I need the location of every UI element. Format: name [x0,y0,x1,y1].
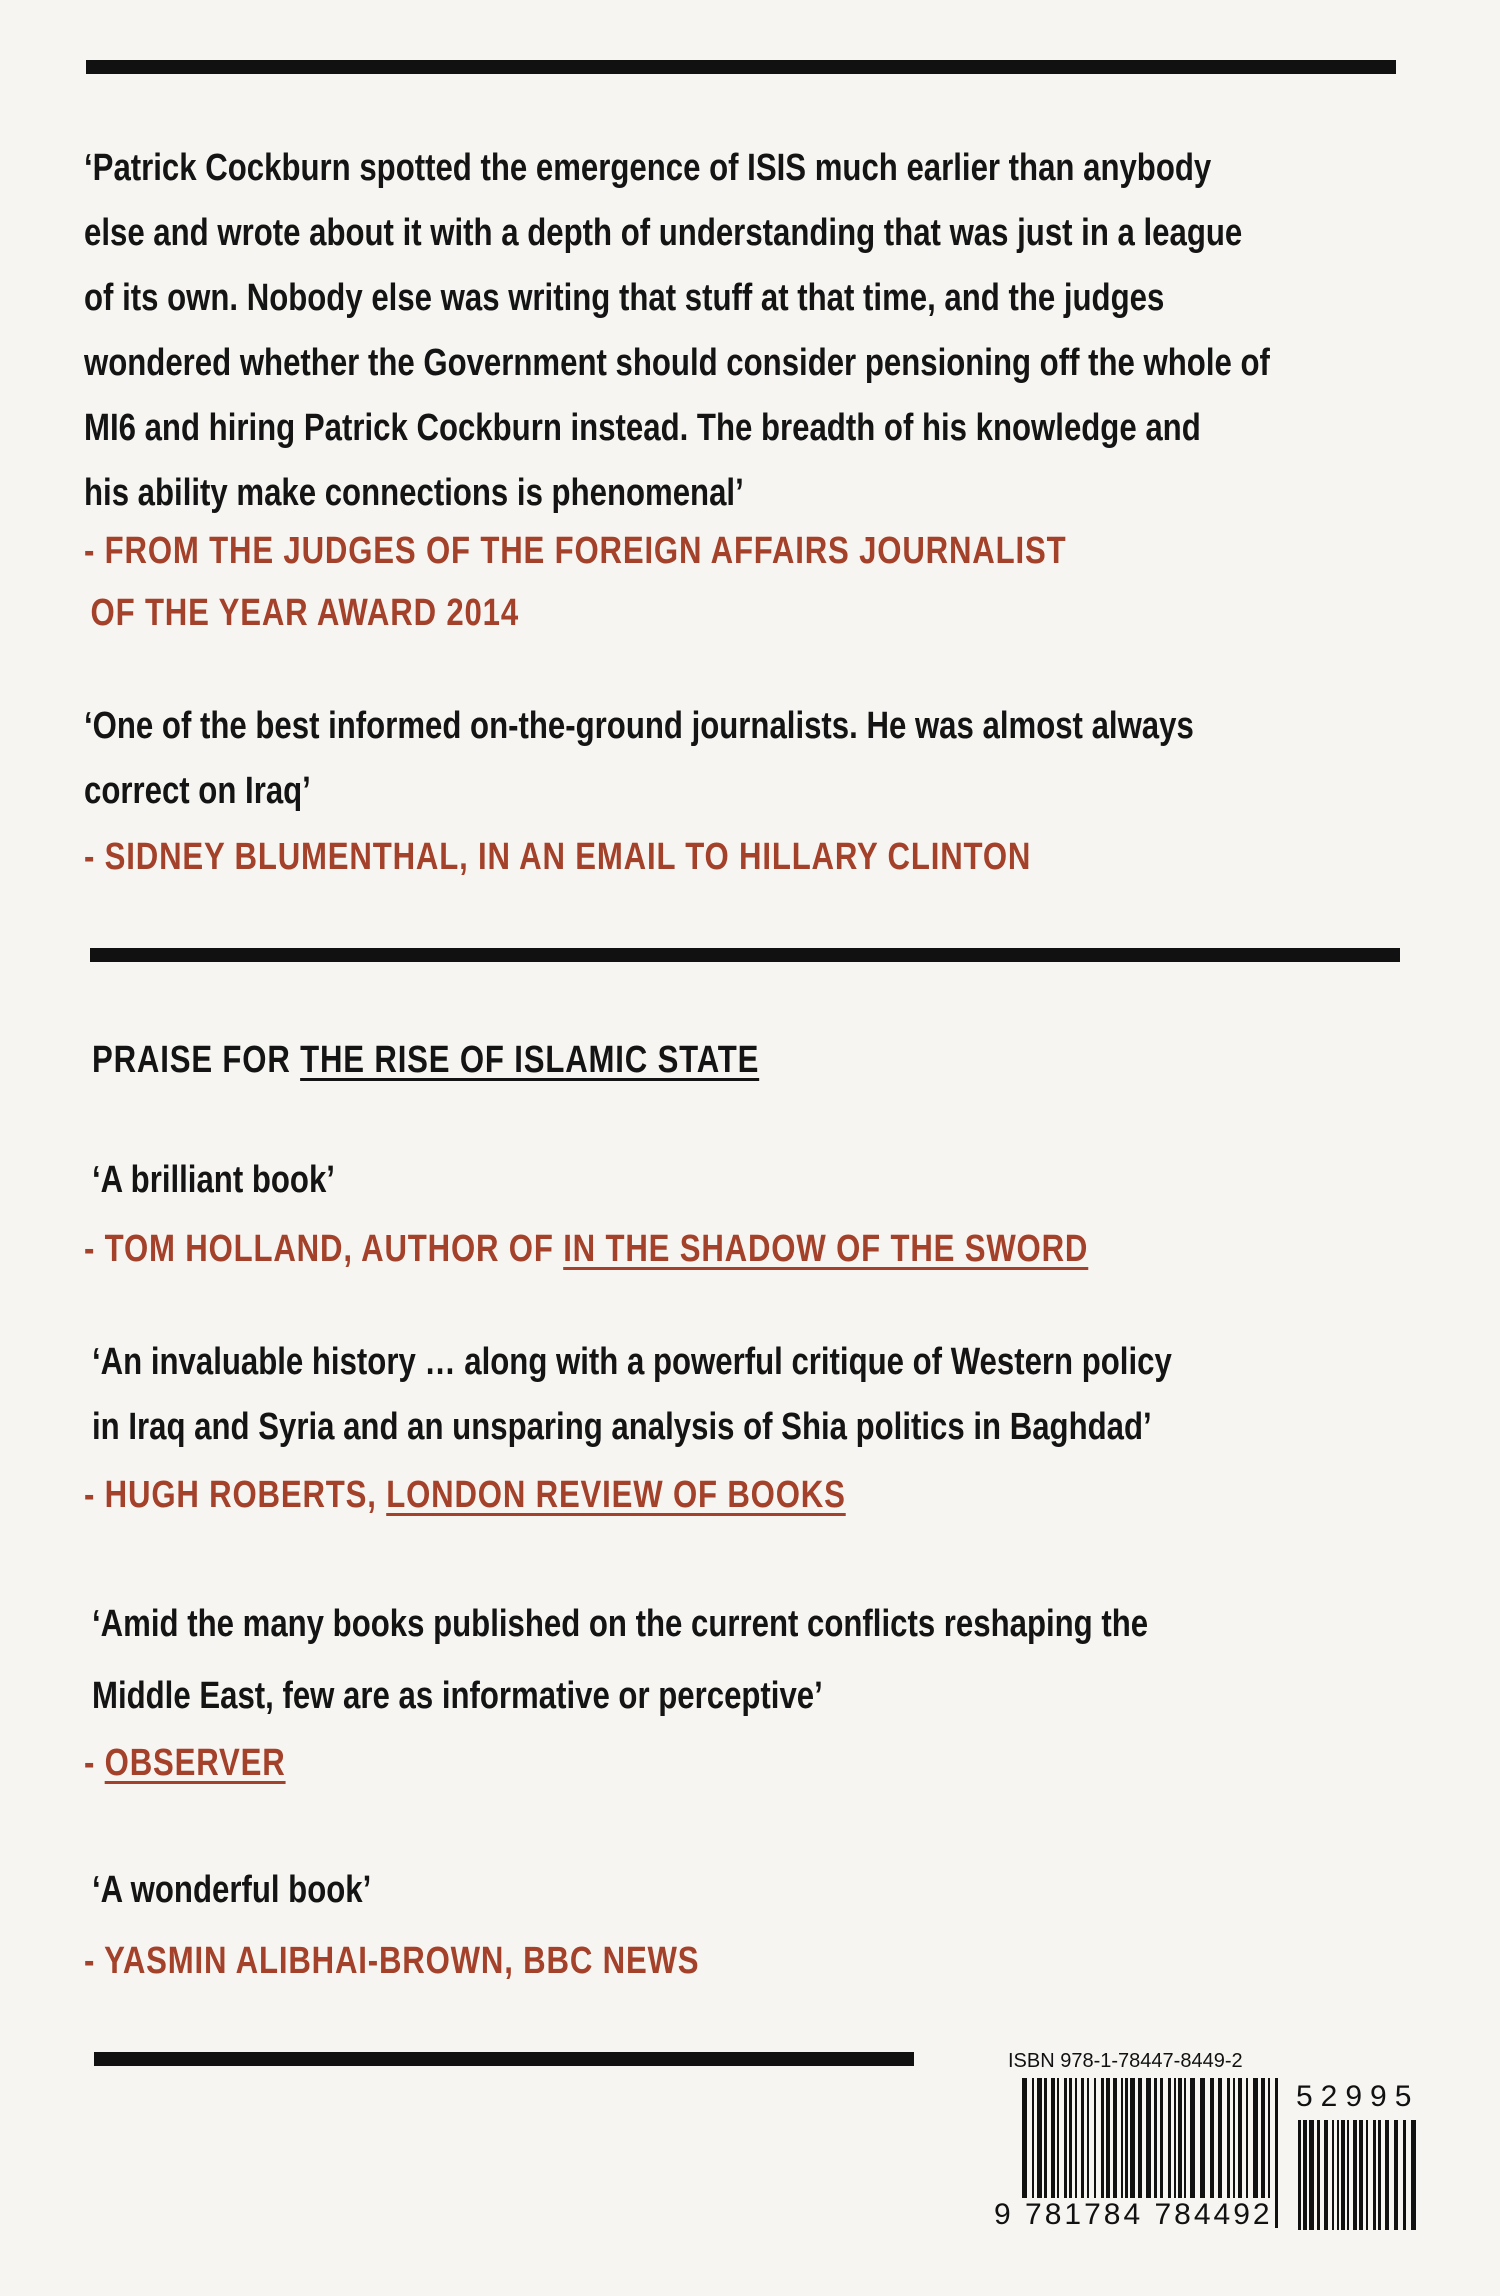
quote-line: wondered whether the Government should consider pensioning off the whole of [84,342,1270,384]
attribution-blumenthal [84,826,1424,888]
quote-line: of its own. Nobody else was writing that stuff at that time, and the judges [84,277,1165,319]
middle-divider [90,948,1400,962]
barcode-bar [1303,2120,1307,2230]
bottom-divider [94,2052,914,2066]
barcode-bar [1403,2120,1406,2230]
quote-line: MI6 and hiring Patrick Cockburn instead. The breadth of his knowledge and [84,407,1201,449]
quote-line: ‘One of the best informed on-the-ground journalists. He was almost always [84,705,1194,747]
barcode-bar [1324,2120,1328,2230]
quote-roberts [92,1330,1432,1460]
barcode-bar [1385,2120,1389,2230]
attribution-line: - SIDNEY BLUMENTHAL, IN AN EMAIL TO HILLARY CLINTON [84,836,1032,878]
barcode-bar [1347,2120,1349,2230]
isbn-label: ISBN 978-1-78447-8449-2 [1008,2050,1243,2072]
barcode-bar [1411,2120,1416,2230]
barcode-bar [1309,2120,1314,2230]
attribution-title: IN THE SHADOW OF THE SWORD [563,1228,1089,1270]
barcode-bar [1298,2120,1301,2230]
price-code: 52995 [1296,2080,1420,2113]
quote-line: else and wrote about it with a depth of understanding that was just in a league [84,212,1243,254]
quote-blumenthal [84,694,1424,824]
barcode-bar [1341,2120,1345,2230]
barcode-bar [1378,2120,1381,2230]
book-title: THE RISE OF ISLAMIC STATE [300,1039,760,1081]
barcode-bar [1332,2120,1334,2230]
quote-observer [92,1588,1432,1732]
quote-line: in Iraq and Syria and an unsparing analysis of Shia politics in Baghdad’ [92,1406,1152,1448]
attribution-judges [84,520,1424,644]
barcode-bar [1317,2120,1320,2230]
quote-line: ‘An invaluable history … along with a powerful critique of Western policy [92,1341,1172,1383]
quote-line: ‘A brilliant book’ [92,1159,335,1201]
quote-judges [84,136,1424,526]
attribution-title: OBSERVER [104,1742,286,1784]
quote-line: Middle East, few are as informative or perceptive’ [92,1675,823,1717]
attribution-prefix: - YASMIN ALIBHAI-BROWN, BBC NEWS [84,1940,700,1982]
quote-alibhai-brown [92,1858,1432,1923]
attribution-prefix: - TOM HOLLAND, AUTHOR OF [84,1228,564,1270]
quote-line: ‘Amid the many books published on the current conflicts reshaping the [92,1603,1149,1645]
attribution-roberts [84,1464,1424,1526]
top-divider [86,60,1396,74]
attribution-observer [84,1732,1424,1794]
barcode-bar [1366,2120,1368,2230]
barcode-bar [1359,2120,1363,2230]
barcode-bar [1394,2120,1398,2230]
attribution-holland [84,1218,1424,1280]
attribution-prefix: - [84,1742,105,1784]
attribution-title: LONDON REVIEW OF BOOKS [386,1474,846,1516]
quote-line: his ability make connections is phenomenal’ [84,472,744,514]
attribution-prefix: - HUGH ROBERTS, [84,1474,387,1516]
isbn-barcode [994,2050,1420,2250]
praise-heading [92,1030,1432,1090]
barcode-bar [1353,2120,1357,2230]
quote-line: ‘A wonderful book’ [92,1869,372,1911]
attribution-line: OF THE YEAR AWARD 2014 [90,592,519,634]
praise-heading-prefix: PRAISE FOR [92,1039,301,1081]
ean-digits: 9 781784 784492 [994,2198,1273,2231]
attribution-alibhai-brown [84,1930,1424,1992]
quote-holland [92,1148,1432,1213]
attribution-line: - FROM THE JUDGES OF THE FOREIGN AFFAIRS JOURNALIST [84,530,1067,572]
barcode-bar [1275,2078,1278,2228]
barcode-bar [1337,2120,1339,2230]
barcode-bar [1373,2120,1376,2230]
quote-line: correct on Iraq’ [84,770,311,812]
quote-line: ‘Patrick Cockburn spotted the emergence of ISIS much earlier than anybody [84,147,1212,189]
